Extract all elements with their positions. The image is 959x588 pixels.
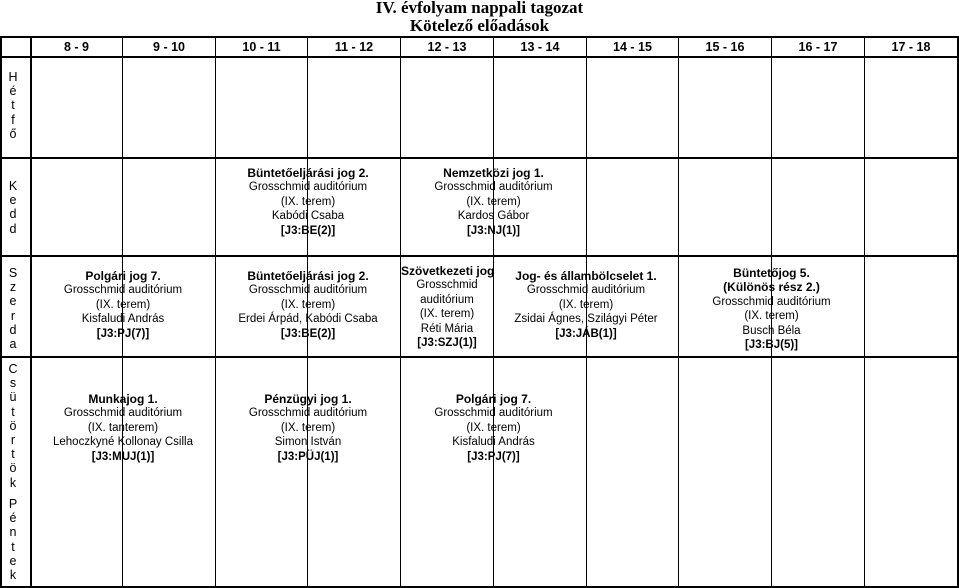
day-label-pentek: P é n t e k	[8, 497, 18, 583]
time-slot-header: 11 - 12	[334, 40, 374, 54]
time-slot-header: 13 - 14	[520, 40, 560, 54]
room-number: (IX. terem)	[744, 310, 799, 323]
course-code: [J3:BE(2)]	[280, 327, 336, 340]
room: Grosschmid auditórium	[248, 407, 368, 420]
course-code: [J3:BJ(5)]	[744, 339, 799, 352]
room-number: (IX. terem)	[280, 421, 336, 434]
course-subtitle: (Különös rész 2.)	[723, 280, 820, 295]
lecture-cell[interactable]	[679, 266, 864, 352]
lecture-cell[interactable]	[494, 269, 678, 341]
room: Grosschmid auditórium	[434, 407, 553, 420]
room-number: (IX. terem)	[280, 195, 336, 208]
lecture-cell[interactable]	[401, 392, 586, 464]
time-slot-header: 8 - 9	[63, 40, 89, 54]
room: Grosschmid auditórium	[248, 181, 368, 194]
lecturer: Simon István	[274, 436, 342, 449]
lecturer: Réti Mária	[420, 322, 474, 335]
room-number: (IX. terem)	[280, 298, 336, 311]
lecture-cell[interactable]	[401, 166, 586, 238]
time-slot-header: 14 - 15	[613, 40, 652, 54]
lecture-cell[interactable]	[216, 166, 400, 238]
room: Grosschmid	[416, 279, 478, 292]
course-name: Büntetőjog 5.	[733, 266, 810, 280]
course-name: Jog- és állambölcselet 1.	[515, 269, 657, 283]
lecture-cell[interactable]	[216, 392, 400, 464]
lecturer: Kardos Gábor	[457, 210, 530, 223]
course-name: Polgári jog 7.	[85, 269, 161, 283]
header-row-divider	[0, 56, 959, 58]
room: Grosschmid auditórium	[712, 295, 831, 308]
lecture-cell[interactable]	[31, 269, 215, 341]
lecture-cell[interactable]	[31, 392, 215, 464]
room-number: (IX. tanterem)	[87, 421, 159, 434]
time-slot-header: 15 - 16	[705, 40, 745, 54]
row-divider-kedd	[0, 255, 959, 257]
row-divider-hetfo	[0, 157, 959, 159]
lecturer: Kabódi Csaba	[271, 210, 345, 223]
room: Grosschmid auditórium	[434, 181, 553, 194]
lecturer: Zsidai Ágnes, Szilágyi Péter	[514, 313, 658, 326]
course-code: [J3:MUJ(1)]	[91, 450, 155, 463]
row-divider-szerda	[0, 356, 959, 358]
room: Grosschmid auditórium	[63, 407, 183, 420]
course-name: Szövetkezeti jog	[401, 264, 495, 278]
day-label-kedd: K e d d	[8, 179, 18, 236]
course-name: Pénzügyi jog 1.	[264, 392, 352, 406]
lecture-cell[interactable]	[401, 264, 493, 350]
time-slot-header: 12 - 13	[427, 40, 467, 54]
lecturer: Erdei Árpád, Kabódi Csaba	[238, 313, 378, 326]
course-code: [J3:SZJ(1)]	[417, 337, 477, 350]
course-name: Nemzetközi jog 1.	[443, 166, 544, 180]
room-number: (IX. terem)	[95, 298, 151, 311]
course-code: [J3:PÜJ(1)]	[277, 450, 339, 463]
room: Grosschmid auditórium	[63, 284, 183, 297]
page-title: IV. évfolyam nappali tagozat	[375, 0, 584, 17]
room: auditórium	[420, 293, 474, 306]
time-slot-header: 9 - 10	[153, 40, 185, 54]
course-name: Büntetőeljárási jog 2.	[247, 166, 369, 180]
day-label-szerda: S z e r d a	[8, 266, 18, 352]
room: Grosschmid auditórium	[526, 284, 646, 297]
col-divider	[864, 36, 865, 588]
page-subtitle: Kötelező előadások	[409, 16, 550, 35]
course-code: [J3:PJ(7)]	[467, 450, 520, 463]
course-code: [J3:BE(2)]	[280, 224, 336, 237]
lecturer: Busch Béla	[742, 324, 801, 337]
room: Grosschmid auditórium	[248, 284, 368, 297]
lecturer: Kisfaludi András	[81, 313, 165, 326]
day-label-csutortok: C s ü t ö r t ö k	[8, 362, 18, 490]
course-code: [J3:JÁB(1)]	[555, 327, 617, 340]
course-name: Büntetőeljárási jog 2.	[247, 269, 369, 283]
day-label-hetfo: H é t f ő	[8, 70, 18, 141]
room-number: (IX. terem)	[466, 195, 521, 208]
room-number: (IX. terem)	[419, 308, 475, 321]
lecturer: Lehoczkyné Kollonay Csilla	[53, 436, 193, 449]
room-number: (IX. terem)	[466, 421, 521, 434]
course-code: [J3:NJ(1)]	[466, 224, 521, 237]
time-slot-header: 16 - 17	[798, 40, 838, 54]
room-number: (IX. terem)	[558, 298, 614, 311]
lecture-cell[interactable]	[216, 269, 400, 341]
course-name: Polgári jog 7.	[455, 392, 532, 406]
time-slot-header: 17 - 18	[891, 40, 931, 54]
time-slot-header: 10 - 11	[242, 40, 281, 54]
course-name: Munkajog 1.	[88, 392, 158, 406]
lecturer: Kisfaludi András	[452, 436, 535, 449]
course-code: [J3:PJ(7)]	[96, 327, 150, 340]
